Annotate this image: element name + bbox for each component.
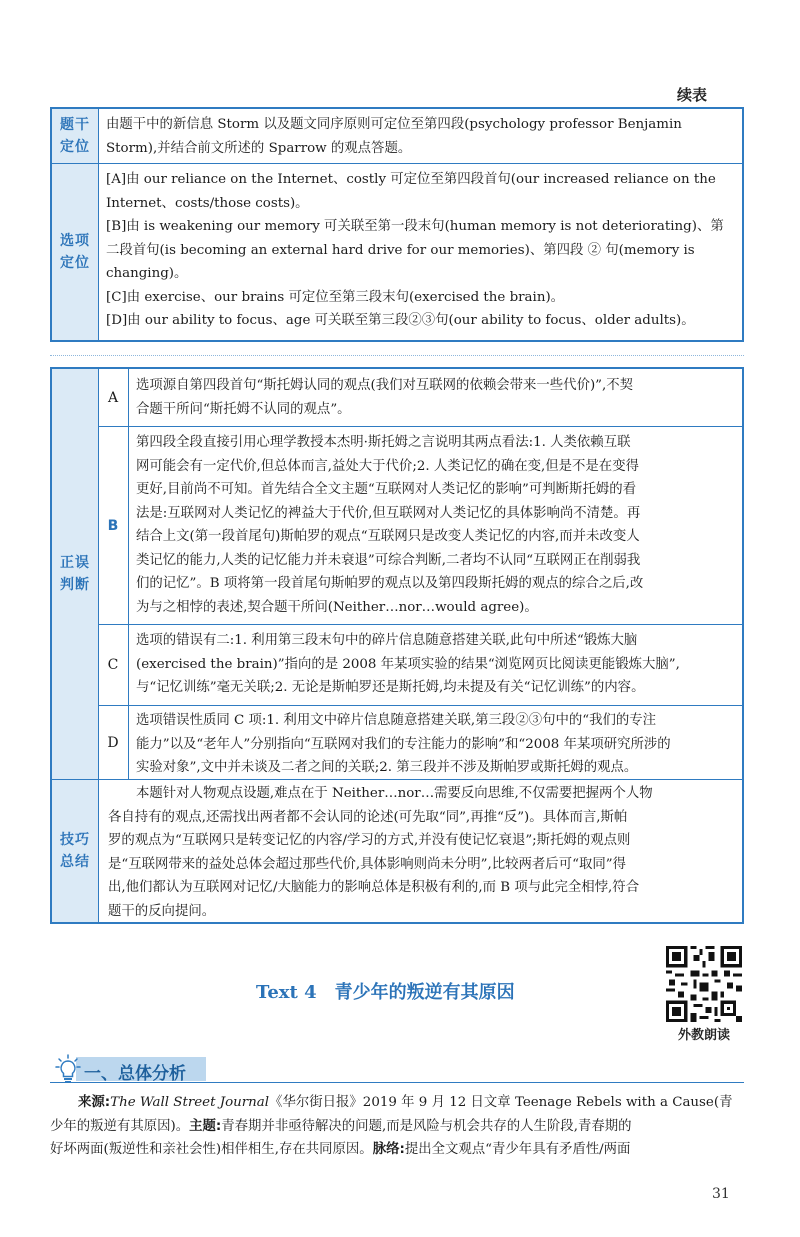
lightbulb-icon — [54, 1053, 82, 1085]
locating-table — [50, 107, 744, 342]
option-a-letter: A — [98, 369, 129, 426]
stem-locating-text: 由题干中的新信息 Storm 以及题文同序原则可定位至第四段(psychology professor Benjamin Storm),并结合前文所述的 Sparrow 的观点答题。 — [106, 117, 682, 156]
journal-name: The Wall Street Journal — [110, 1095, 270, 1110]
option-c-analysis: 选项的错误有二:1. 利用第三段末句中的碎片信息随意搭建关联,此句中所述“锻炼大脑 (exercised the brain)”指向的是 2008 年某项实验的结果“浏览网页比阅读更能锻炼大脑”, 与“记忆训练”毫无关联;2. 无论是斯帕罗还是斯托姆,均未提及有关“记忆训练”的内容。 — [136, 633, 680, 695]
option-locating-row — [52, 164, 742, 340]
text-title: 青少年的叛逆有其原因 — [334, 982, 515, 1003]
option-b-letter: B — [98, 427, 129, 624]
option-d-letter: D — [98, 706, 129, 779]
thread-label: 脉络: — [372, 1142, 405, 1157]
stem-locating-label: 题干定位 — [52, 109, 99, 163]
text-heading — [256, 978, 515, 1004]
dotted-divider — [50, 355, 744, 356]
tips-text: 本题针对人物观点设题,难点在于 Neither…nor…需要反向思维,不仅需要把握两个人物 各自持有的观点,还需找出两者都不会认同的论述(可先取“同”,再推“反”)。具体而言,斯帕 罗的观点为“互联网只是转变记忆的内容/学习的方式,并没有使记忆衰退”;斯托姆的观点则 是“互联网带来的益处总体会超过那些代价,具体影响则尚未分明”,比较两者后可“取同”得 出,他们都认为互联网对记忆/大脑能力的影响总体是积极有利的,而 B 项与此完全相悖,符合 题干的反向提问。 — [108, 786, 653, 919]
qr-caption: 外教朗读 — [677, 1028, 730, 1043]
option-a-analysis: 选项源自第四段首句“斯托姆认同的观点(我们对互联网的依赖会带来一些代价)”,不契 合题干所问“斯托姆不认同的观点”。 — [136, 378, 634, 417]
option-locating-label: 选项定位 — [52, 164, 99, 340]
page-number: 31 — [712, 1186, 730, 1202]
source-label: 来源: — [78, 1095, 111, 1110]
section-heading — [54, 1053, 204, 1085]
option-c-letter: C — [98, 625, 129, 705]
overview-paragraph: 来源:The Wall Street Journal《华尔街日报》2019 年 9 月 12 日文章 Teenage Rebels with a Cause(青 少年的叛逆有其原因)。主题:青春期并非亟待解决的问题,而是风险与机会共存的人生阶段,青春期的 好坏两面(叛逆性和亲社会性)相伴相生,存在共同原因。脉络:提出全文观点“青少年具有矛盾性/两面 — [50, 1095, 733, 1157]
text-number: Text 4 — [256, 982, 317, 1003]
theme-label: 主题: — [189, 1118, 222, 1134]
section-title: 一、总体分析 — [84, 1064, 186, 1084]
continued-label: 续表 — [677, 86, 708, 104]
section-rule — [50, 1082, 744, 1083]
option-b-analysis: 第四段全段直接引用心理学教授本杰明·斯托姆之言说明其两点看法:1. 人类依赖互联 网可能会有一定代价,但总体而言,益处大于代价;2. 人类记忆的确在变,但是不是在变得 更好,目前尚不可知。首先结合全文主题“互联网对人类记忆的影响”可判断斯托姆的看 法是:互联网对人类记忆的裨益大于代价,但互联网对人类记忆的具体影响尚不清楚。再 结合上文(第一段首尾句)斯帕罗的观点“互联网只是改变人类记忆的内容,而并未改变人 类记忆的能力,人类的记忆能力并未衰退”可综合判断,二者均不认同“互联网正在削弱我 们的记忆”。B 项将第一段首尾句斯帕罗的观点以及第四段斯托姆的观点的综合之后,改 为与之相悖的表述,契合题干所问(Neither…nor…would agree)。 — [136, 435, 644, 615]
stem-locating-row — [52, 109, 742, 163]
option-locating-text: [A]由 our reliance on the Internet、costly 可定位至第四段首句(our increased reliance on the Internet、costs/those costs)。 [B]由 is weakening our memory 可关联至第一段末句(human memory is not deteriorating)、第 二段首句(is becoming an external hard drive for our memories)、第四段 ② 句(memory is changing)。 [C]由 exercise、our brains 可定位至第三段末句(exercised the brain)。 [D]由 our ability to focus、age 可关联至第三段②③句(our ability to focus、older adults)。 — [106, 172, 724, 328]
qr-code-icon[interactable] — [666, 946, 742, 1022]
judgement-label: 正误判断 — [52, 369, 99, 779]
judgement-table — [50, 367, 744, 924]
tips-label: 技巧总结 — [52, 780, 99, 922]
option-d-analysis: 选项错误性质同 C 项:1. 利用文中碎片信息随意搭建关联,第三段②③句中的“我们的专注 能力”以及“老年人”分别指向“互联网对我们的专注能力的影响”和“2008 年某项研究所涉的 实验对象”,文中并未谈及二者之间的关联;2. 第三段并不涉及斯帕罗或斯托姆的观点。 — [136, 713, 671, 775]
